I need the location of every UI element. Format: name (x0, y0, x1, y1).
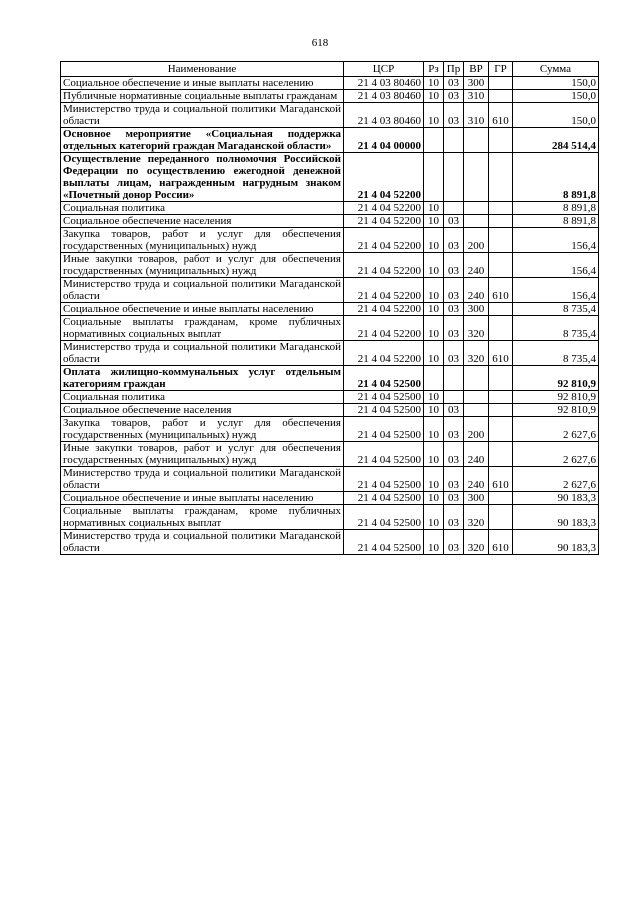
cell-csr: 21 4 04 52500 (344, 404, 424, 417)
cell-vr: 300 (464, 492, 489, 505)
cell-gr (489, 366, 513, 391)
cell-pr: 03 (444, 505, 464, 530)
cell-csr: 21 4 04 52500 (344, 366, 424, 391)
cell-csr: 21 4 04 52500 (344, 530, 424, 555)
table-row (61, 492, 599, 505)
cell-name: Осуществление переданного полномочия Российской Федерации по осуществлению ежегодной денежной выплаты лицам, награжденным нагрудным знаком «Почетный донор России» (61, 153, 344, 202)
table-row (61, 90, 599, 103)
cell-sum: 8 735,4 (513, 303, 599, 316)
cell-name: Иные закупки товаров, работ и услуг для обеспечения государственных (муниципальных) нужд (61, 253, 344, 278)
table-body (61, 77, 599, 555)
cell-sum: 2 627,6 (513, 442, 599, 467)
cell-vr: 320 (464, 341, 489, 366)
cell-vr: 200 (464, 228, 489, 253)
cell-rz: 10 (424, 505, 444, 530)
cell-csr: 21 4 04 52500 (344, 505, 424, 530)
header-vr: ВР (464, 62, 489, 77)
cell-gr (489, 77, 513, 90)
cell-vr: 310 (464, 103, 489, 128)
cell-pr: 03 (444, 492, 464, 505)
cell-name: Публичные нормативные социальные выплаты гражданам (61, 90, 344, 103)
cell-name: Закупка товаров, работ и услуг для обеспечения государственных (муниципальных) нужд (61, 417, 344, 442)
cell-gr (489, 228, 513, 253)
cell-rz: 10 (424, 442, 444, 467)
cell-csr: 21 4 03 80460 (344, 77, 424, 90)
cell-csr: 21 4 04 52500 (344, 442, 424, 467)
cell-vr (464, 366, 489, 391)
table-row (61, 128, 599, 153)
cell-vr: 240 (464, 253, 489, 278)
cell-pr: 03 (444, 467, 464, 492)
cell-sum: 8 891,8 (513, 153, 599, 202)
cell-rz: 10 (424, 278, 444, 303)
cell-vr: 320 (464, 530, 489, 555)
cell-rz: 10 (424, 77, 444, 90)
cell-rz: 10 (424, 103, 444, 128)
cell-vr (464, 128, 489, 153)
cell-name: Социальные выплаты гражданам, кроме публичных нормативных социальных выплат (61, 316, 344, 341)
table-row (61, 253, 599, 278)
header-pr: Пр (444, 62, 464, 77)
cell-name: Социальные выплаты гражданам, кроме публичных нормативных социальных выплат (61, 505, 344, 530)
cell-rz: 10 (424, 492, 444, 505)
cell-rz: 10 (424, 202, 444, 215)
cell-rz: 10 (424, 417, 444, 442)
cell-name: Социальная политика (61, 391, 344, 404)
cell-pr (444, 366, 464, 391)
cell-rz (424, 128, 444, 153)
cell-name: Социальная политика (61, 202, 344, 215)
cell-gr (489, 153, 513, 202)
cell-name: Министерство труда и социальной политики Магаданской области (61, 341, 344, 366)
cell-rz: 10 (424, 228, 444, 253)
cell-rz: 10 (424, 253, 444, 278)
cell-sum: 8 891,8 (513, 202, 599, 215)
cell-csr: 21 4 04 52200 (344, 215, 424, 228)
cell-gr: 610 (489, 341, 513, 366)
cell-gr (489, 303, 513, 316)
cell-rz: 10 (424, 90, 444, 103)
cell-gr (489, 505, 513, 530)
cell-pr: 03 (444, 228, 464, 253)
cell-rz (424, 366, 444, 391)
page-number: 618 (311, 37, 329, 49)
cell-sum: 8 735,4 (513, 316, 599, 341)
table-row (61, 103, 599, 128)
cell-rz: 10 (424, 404, 444, 417)
cell-sum: 92 810,9 (513, 404, 599, 417)
budget-table (60, 61, 599, 555)
cell-name: Социальное обеспечение населения (61, 404, 344, 417)
cell-pr (444, 128, 464, 153)
cell-csr: 21 4 04 52200 (344, 153, 424, 202)
cell-rz: 10 (424, 391, 444, 404)
table-row (61, 215, 599, 228)
cell-gr (489, 391, 513, 404)
cell-pr: 03 (444, 316, 464, 341)
cell-rz: 10 (424, 467, 444, 492)
cell-pr: 03 (444, 215, 464, 228)
cell-sum: 150,0 (513, 103, 599, 128)
cell-sum: 8 891,8 (513, 215, 599, 228)
header-name: Наименование (61, 62, 344, 77)
cell-sum: 150,0 (513, 77, 599, 90)
cell-pr: 03 (444, 530, 464, 555)
cell-vr (464, 202, 489, 215)
table-row (61, 202, 599, 215)
cell-name: Социальное обеспечение населения (61, 215, 344, 228)
cell-rz: 10 (424, 303, 444, 316)
cell-sum: 284 514,4 (513, 128, 599, 153)
cell-csr: 21 4 04 52200 (344, 253, 424, 278)
cell-csr: 21 4 04 52500 (344, 492, 424, 505)
cell-gr (489, 442, 513, 467)
cell-csr: 21 4 04 00000 (344, 128, 424, 153)
header-rz: Рз (424, 62, 444, 77)
cell-name: Социальное обеспечение и иные выплаты населению (61, 492, 344, 505)
header-sum: Сумма (513, 62, 599, 77)
cell-vr (464, 153, 489, 202)
cell-csr: 21 4 04 52200 (344, 278, 424, 303)
cell-csr: 21 4 04 52500 (344, 467, 424, 492)
cell-csr: 21 4 04 52200 (344, 303, 424, 316)
cell-pr: 03 (444, 417, 464, 442)
cell-gr (489, 253, 513, 278)
cell-gr: 610 (489, 530, 513, 555)
cell-rz: 10 (424, 530, 444, 555)
cell-name: Оплата жилищно-коммунальных услуг отдельным категориям граждан (61, 366, 344, 391)
cell-rz: 10 (424, 341, 444, 366)
cell-pr: 03 (444, 90, 464, 103)
cell-pr (444, 391, 464, 404)
table-row (61, 153, 599, 202)
table-row (61, 442, 599, 467)
cell-csr: 21 4 04 52200 (344, 341, 424, 366)
table-row (61, 316, 599, 341)
cell-csr: 21 4 04 52200 (344, 316, 424, 341)
cell-vr (464, 404, 489, 417)
cell-csr: 21 4 04 52200 (344, 202, 424, 215)
table-row (61, 404, 599, 417)
cell-gr: 610 (489, 103, 513, 128)
cell-sum: 2 627,6 (513, 467, 599, 492)
cell-rz: 10 (424, 215, 444, 228)
cell-vr: 300 (464, 77, 489, 90)
cell-sum: 156,4 (513, 253, 599, 278)
cell-vr: 240 (464, 467, 489, 492)
cell-sum: 92 810,9 (513, 366, 599, 391)
cell-gr: 610 (489, 278, 513, 303)
cell-pr: 03 (444, 103, 464, 128)
cell-sum: 8 735,4 (513, 341, 599, 366)
cell-vr: 240 (464, 278, 489, 303)
cell-pr: 03 (444, 341, 464, 366)
cell-sum: 150,0 (513, 90, 599, 103)
cell-vr: 300 (464, 303, 489, 316)
table-row (61, 417, 599, 442)
cell-gr (489, 417, 513, 442)
table-row (61, 391, 599, 404)
cell-name: Основное мероприятие «Социальная поддержка отдельных категорий граждан Магаданской области» (61, 128, 344, 153)
cell-rz (424, 153, 444, 202)
cell-pr: 03 (444, 77, 464, 90)
cell-name: Министерство труда и социальной политики Магаданской области (61, 467, 344, 492)
table-row (61, 530, 599, 555)
table-row (61, 303, 599, 316)
cell-csr: 21 4 04 52200 (344, 228, 424, 253)
header-gr: ГР (489, 62, 513, 77)
cell-vr (464, 215, 489, 228)
cell-gr (489, 215, 513, 228)
cell-sum: 156,4 (513, 228, 599, 253)
cell-name: Закупка товаров, работ и услуг для обеспечения государственных (муниципальных) нужд (61, 228, 344, 253)
cell-csr: 21 4 03 80460 (344, 90, 424, 103)
cell-gr (489, 90, 513, 103)
table-row (61, 278, 599, 303)
cell-pr: 03 (444, 404, 464, 417)
cell-name: Министерство труда и социальной политики Магаданской области (61, 278, 344, 303)
cell-gr (489, 202, 513, 215)
cell-pr: 03 (444, 442, 464, 467)
cell-vr: 200 (464, 417, 489, 442)
header-csr: ЦСР (344, 62, 424, 77)
table-row (61, 228, 599, 253)
cell-gr (489, 316, 513, 341)
cell-pr (444, 202, 464, 215)
cell-pr: 03 (444, 303, 464, 316)
cell-pr: 03 (444, 253, 464, 278)
table-row (61, 505, 599, 530)
table-row (61, 341, 599, 366)
cell-name: Министерство труда и социальной политики Магаданской области (61, 103, 344, 128)
cell-sum: 90 183,3 (513, 505, 599, 530)
cell-csr: 21 4 04 52500 (344, 417, 424, 442)
cell-gr (489, 128, 513, 153)
cell-vr (464, 391, 489, 404)
table-row (61, 77, 599, 90)
cell-sum: 92 810,9 (513, 391, 599, 404)
cell-vr: 320 (464, 505, 489, 530)
cell-pr (444, 153, 464, 202)
cell-name: Социальное обеспечение и иные выплаты населению (61, 303, 344, 316)
cell-sum: 90 183,3 (513, 492, 599, 505)
table-header-row (61, 62, 599, 77)
cell-sum: 2 627,6 (513, 417, 599, 442)
cell-vr: 320 (464, 316, 489, 341)
cell-name: Иные закупки товаров, работ и услуг для обеспечения государственных (муниципальных) нужд (61, 442, 344, 467)
cell-sum: 90 183,3 (513, 530, 599, 555)
table-row (61, 366, 599, 391)
cell-name: Министерство труда и социальной политики Магаданской области (61, 530, 344, 555)
cell-vr: 310 (464, 90, 489, 103)
cell-pr: 03 (444, 278, 464, 303)
cell-name: Социальное обеспечение и иные выплаты населению (61, 77, 344, 90)
cell-csr: 21 4 04 52500 (344, 391, 424, 404)
cell-rz: 10 (424, 316, 444, 341)
table-row (61, 467, 599, 492)
cell-gr (489, 404, 513, 417)
cell-sum: 156,4 (513, 278, 599, 303)
cell-csr: 21 4 03 80460 (344, 103, 424, 128)
cell-gr (489, 492, 513, 505)
cell-vr: 240 (464, 442, 489, 467)
cell-gr: 610 (489, 467, 513, 492)
